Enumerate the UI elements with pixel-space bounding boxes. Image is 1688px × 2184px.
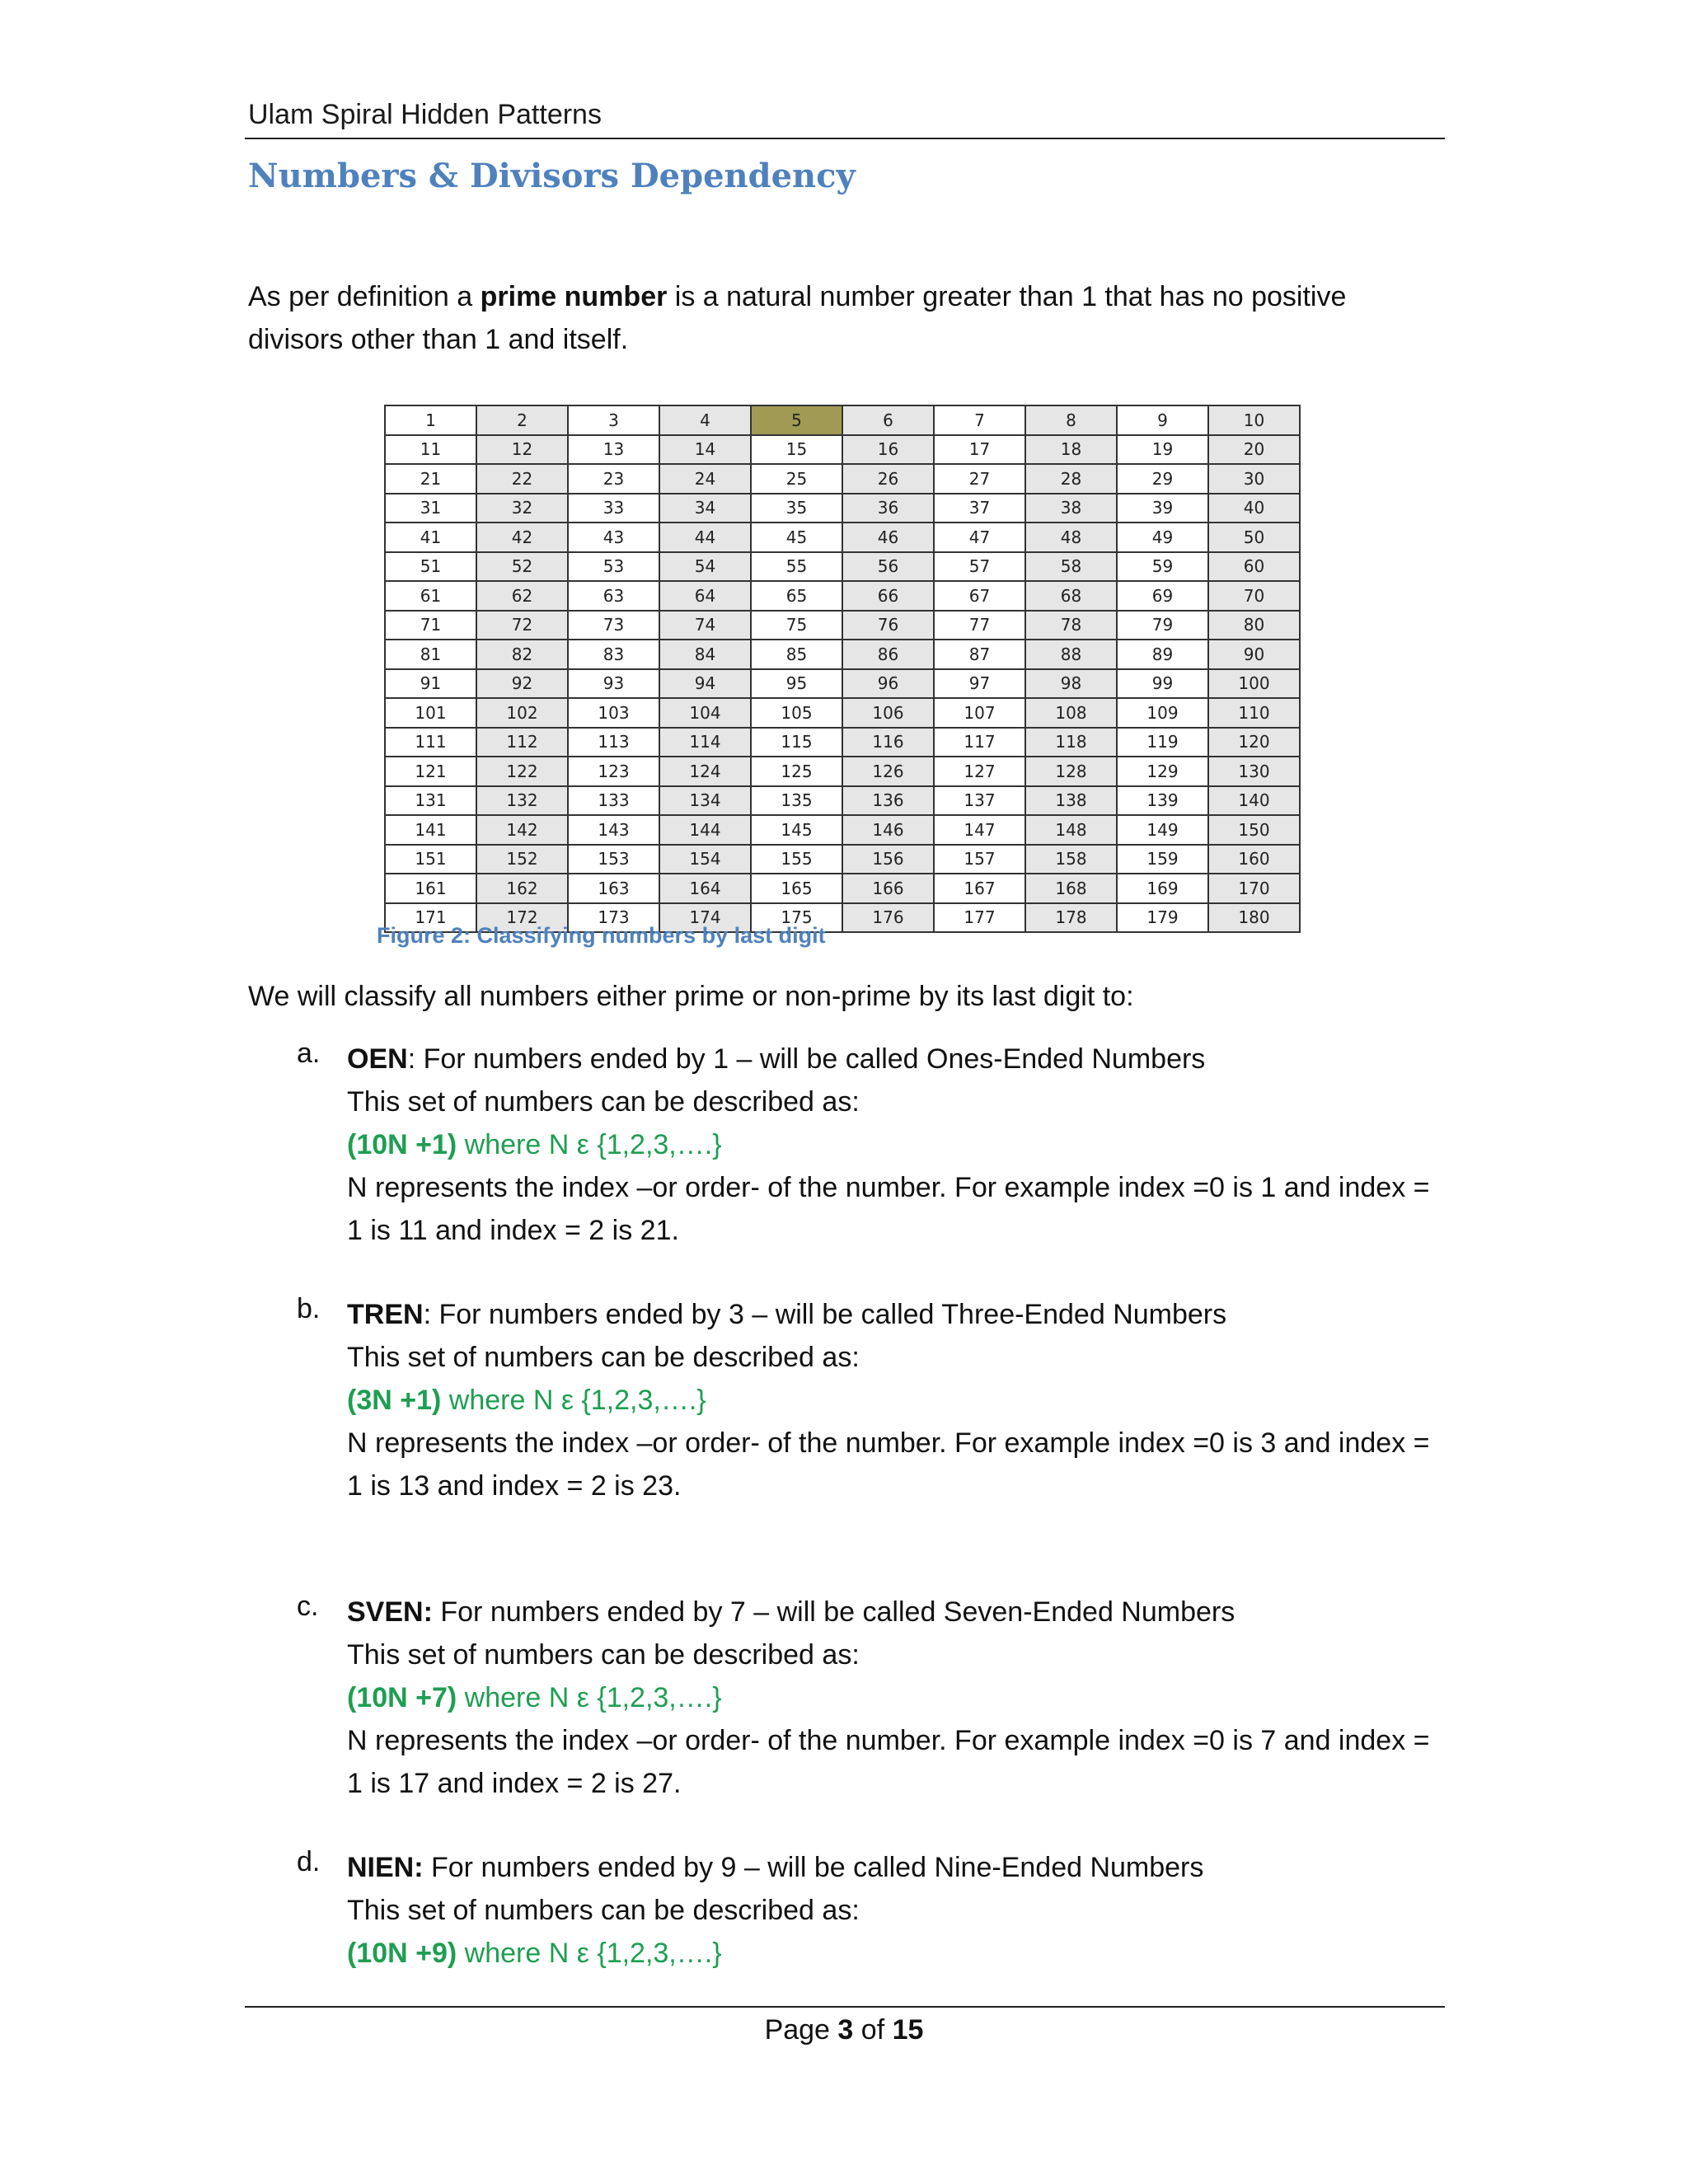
- formula-line: [347, 1676, 1435, 1719]
- grid-cell: 45: [751, 523, 842, 552]
- grid-cell: 31: [385, 494, 476, 523]
- formula: (10N +9): [347, 1938, 457, 1969]
- figure-caption: Figure 2: Classifying numbers by last digit: [377, 923, 826, 948]
- grid-cell: 64: [659, 581, 751, 611]
- term-label: SVEN:: [347, 1596, 433, 1628]
- footer-prefix: Page: [764, 2014, 838, 2046]
- grid-cell: 48: [1025, 523, 1117, 552]
- grid-row: [385, 669, 1300, 699]
- grid-cell: 119: [1117, 728, 1208, 757]
- grid-cell: 15: [751, 435, 842, 465]
- grid-cell: 151: [385, 845, 476, 874]
- grid-cell: 35: [751, 494, 842, 523]
- grid-cell: 145: [751, 815, 842, 845]
- grid-cell: 49: [1117, 523, 1208, 552]
- grid-cell: 169: [1117, 874, 1208, 903]
- grid-cell: 107: [934, 698, 1025, 728]
- grid-cell: 127: [934, 757, 1025, 786]
- grid-cell: 66: [842, 581, 934, 611]
- grid-cell: 11: [385, 435, 476, 465]
- grid-cell: 143: [568, 815, 659, 845]
- grid-cell: 135: [751, 786, 842, 816]
- grid-cell: 22: [476, 464, 568, 494]
- grid-cell: 47: [934, 523, 1025, 552]
- grid-cell: 154: [659, 845, 751, 874]
- term-description: For numbers ended by 9 – will be called Nine-Ended Numbers: [423, 1852, 1204, 1883]
- grid-cell: 139: [1117, 786, 1208, 816]
- grid-cell: 67: [934, 581, 1025, 611]
- grid-cell: 105: [751, 698, 842, 728]
- formula-line: [347, 1123, 1435, 1166]
- grid-cell: 144: [659, 815, 751, 845]
- grid-cell: 165: [751, 874, 842, 903]
- grid-cell: 113: [568, 728, 659, 757]
- set-description-line: This set of numbers can be described as:: [347, 1639, 860, 1671]
- grid-cell: 13: [568, 435, 659, 465]
- grid-cell: 137: [934, 786, 1025, 816]
- grid-cell: 97: [934, 669, 1025, 699]
- grid-cell: 150: [1208, 815, 1300, 845]
- grid-cell: 133: [568, 786, 659, 816]
- list-marker: a.: [297, 1038, 321, 1069]
- grid-cell: 28: [1025, 464, 1117, 494]
- total-page-count: 15: [892, 2014, 924, 2046]
- grid-cell: 131: [385, 786, 476, 816]
- grid-cell: 75: [751, 611, 842, 640]
- grid-cell: 2: [476, 405, 568, 435]
- grid-cell: 44: [659, 523, 751, 552]
- grid-cell: 16: [842, 435, 934, 465]
- grid-cell: 32: [476, 494, 568, 523]
- grid-cell: 176: [842, 903, 934, 933]
- grid-cell: 70: [1208, 581, 1300, 611]
- grid-cell: 24: [659, 464, 751, 494]
- grid-row: [385, 757, 1300, 786]
- grid-cell: 116: [842, 728, 934, 757]
- grid-cell: 27: [934, 464, 1025, 494]
- grid-cell: 71: [385, 611, 476, 640]
- grid-cell: 126: [842, 757, 934, 786]
- grid-cell: 42: [476, 523, 568, 552]
- grid-cell: 34: [659, 494, 751, 523]
- list-marker: c.: [297, 1591, 319, 1622]
- grid-cell: 53: [568, 552, 659, 582]
- grid-cell: 152: [476, 845, 568, 874]
- grid-cell: 129: [1117, 757, 1208, 786]
- grid-row: [385, 611, 1300, 640]
- index-explanation: N represents the index –or order- of the number. For example index =0 is 1 and index = 1 is 11 and index = 2 is 21.: [347, 1172, 1430, 1246]
- term-suffix: :: [407, 1043, 416, 1075]
- term-description: For numbers ended by 1 – will be called Ones-Ended Numbers: [415, 1043, 1206, 1075]
- grid-cell: 61: [385, 581, 476, 611]
- set-description-line: This set of numbers can be described as:: [347, 1342, 860, 1373]
- grid-cell: 37: [934, 494, 1025, 523]
- grid-cell: 112: [476, 728, 568, 757]
- grid-row: [385, 786, 1300, 816]
- grid-cell: 6: [842, 405, 934, 435]
- grid-cell: 91: [385, 669, 476, 699]
- term-label: OEN: [347, 1043, 408, 1075]
- grid-cell: 102: [476, 698, 568, 728]
- grid-row: [385, 640, 1300, 669]
- term-label: TREN: [347, 1299, 424, 1330]
- definition-bold-term: prime number: [480, 281, 668, 312]
- index-explanation: N represents the index –or order- of the number. For example index =0 is 7 and index = 1 is 17 and index = 2 is 27.: [347, 1725, 1430, 1799]
- grid-cell: 178: [1025, 903, 1117, 933]
- grid-row: [385, 698, 1300, 728]
- grid-cell: 76: [842, 611, 934, 640]
- grid-cell: 82: [476, 640, 568, 669]
- grid-row: [385, 405, 1300, 435]
- grid-row: [385, 464, 1300, 494]
- grid-cell: 153: [568, 845, 659, 874]
- grid-cell: 52: [476, 552, 568, 582]
- classification-intro: We will classify all numbers either prime or non-prime by its last digit to:: [248, 981, 1134, 1012]
- grid-cell: 38: [1025, 494, 1117, 523]
- grid-cell: 87: [934, 640, 1025, 669]
- term-description: For numbers ended by 7 – will be called Seven-Ended Numbers: [432, 1596, 1236, 1628]
- grid-cell: 161: [385, 874, 476, 903]
- grid-cell: 180: [1208, 903, 1300, 933]
- grid-cell: 164: [659, 874, 751, 903]
- grid-cell: 149: [1117, 815, 1208, 845]
- set-description-line: This set of numbers can be described as:: [347, 1895, 860, 1926]
- grid-cell: 130: [1208, 757, 1300, 786]
- grid-cell: 18: [1025, 435, 1117, 465]
- grid-cell: 40: [1208, 494, 1300, 523]
- grid-cell: 174: [659, 903, 751, 933]
- grid-cell: 12: [476, 435, 568, 465]
- grid-cell: 74: [659, 611, 751, 640]
- grid-cell: 89: [1117, 640, 1208, 669]
- grid-cell: 73: [568, 611, 659, 640]
- grid-cell: 99: [1117, 669, 1208, 699]
- grid-cell: 110: [1208, 698, 1300, 728]
- grid-cell: 78: [1025, 611, 1117, 640]
- grid-cell: 20: [1208, 435, 1300, 465]
- grid-cell: 175: [751, 903, 842, 933]
- grid-cell: 46: [842, 523, 934, 552]
- grid-cell: 140: [1208, 786, 1300, 816]
- grid-cell: 141: [385, 815, 476, 845]
- grid-cell: 177: [934, 903, 1025, 933]
- grid-row: [385, 523, 1300, 552]
- grid-cell: 159: [1117, 845, 1208, 874]
- grid-cell: 98: [1025, 669, 1117, 699]
- grid-cell: 138: [1025, 786, 1117, 816]
- grid-cell: 84: [659, 640, 751, 669]
- term-label: NIEN:: [347, 1852, 424, 1883]
- grid-cell: 21: [385, 464, 476, 494]
- grid-cell: 179: [1117, 903, 1208, 933]
- grid-cell: 173: [568, 903, 659, 933]
- grid-row: [385, 815, 1300, 845]
- grid-cell: 114: [659, 728, 751, 757]
- grid-cell: 111: [385, 728, 476, 757]
- section-heading: Numbers & Divisors Dependency: [248, 157, 856, 195]
- grid-cell: 4: [659, 405, 751, 435]
- grid-cell: 63: [568, 581, 659, 611]
- grid-cell: 57: [934, 552, 1025, 582]
- grid-row: [385, 552, 1300, 582]
- formula: (10N +7): [347, 1682, 457, 1713]
- grid-cell: 109: [1117, 698, 1208, 728]
- formula-domain: where N ε {1,2,3,….}: [441, 1385, 706, 1416]
- grid-cell: 148: [1025, 815, 1117, 845]
- grid-row: [385, 581, 1300, 611]
- running-header: Ulam Spiral Hidden Patterns: [248, 99, 602, 130]
- grid-cell: 41: [385, 523, 476, 552]
- formula: (3N +1): [347, 1385, 442, 1416]
- grid-cell: 43: [568, 523, 659, 552]
- grid-cell: 124: [659, 757, 751, 786]
- grid-row: [385, 435, 1300, 465]
- grid-cell: 101: [385, 698, 476, 728]
- definition-paragraph: [248, 275, 1418, 361]
- grid-cell: 134: [659, 786, 751, 816]
- list-marker: d.: [297, 1846, 321, 1877]
- grid-cell: 8: [1025, 405, 1117, 435]
- formula: (10N +1): [347, 1129, 457, 1160]
- grid-row: [385, 874, 1300, 903]
- grid-cell: 83: [568, 640, 659, 669]
- grid-cell: 167: [934, 874, 1025, 903]
- grid-cell: 7: [934, 405, 1025, 435]
- grid-cell: 77: [934, 611, 1025, 640]
- formula-line: [347, 1379, 1435, 1422]
- current-page-number: 3: [837, 2014, 854, 2046]
- grid-cell: 33: [568, 494, 659, 523]
- grid-cell: 172: [476, 903, 568, 933]
- grid-cell: 39: [1117, 494, 1208, 523]
- grid-cell: 123: [568, 757, 659, 786]
- grid-cell: 96: [842, 669, 934, 699]
- grid-cell: 54: [659, 552, 751, 582]
- grid-cell: 120: [1208, 728, 1300, 757]
- grid-cell: 50: [1208, 523, 1300, 552]
- grid-cell: 162: [476, 874, 568, 903]
- definition-text-start: As per definition a: [248, 281, 481, 312]
- grid-cell: 118: [1025, 728, 1117, 757]
- grid-cell: 132: [476, 786, 568, 816]
- header-rule: [245, 138, 1445, 139]
- grid-cell: 158: [1025, 845, 1117, 874]
- grid-cell: 51: [385, 552, 476, 582]
- term-description: For numbers ended by 3 – will be called Three-Ended Numbers: [431, 1299, 1227, 1330]
- grid-cell: 58: [1025, 552, 1117, 582]
- grid-cell: 121: [385, 757, 476, 786]
- index-explanation: N represents the index –or order- of the number. For example index =0 is 3 and index = 1 is 13 and index = 2 is 23.: [347, 1427, 1430, 1502]
- grid-cell: 95: [751, 669, 842, 699]
- grid-cell: 17: [934, 435, 1025, 465]
- grid-cell: 86: [842, 640, 934, 669]
- grid-cell: 155: [751, 845, 842, 874]
- formula-domain: where N ε {1,2,3,….}: [457, 1129, 722, 1160]
- numbers-grid-figure: [384, 405, 1301, 933]
- grid-cell: 104: [659, 698, 751, 728]
- grid-cell: 19: [1117, 435, 1208, 465]
- grid-row: [385, 494, 1300, 523]
- grid-cell: 9: [1117, 405, 1208, 435]
- grid-cell: 170: [1208, 874, 1300, 903]
- grid-cell: 62: [476, 581, 568, 611]
- page-footer: [0, 2014, 1688, 2046]
- footer-of: of: [853, 2014, 893, 2046]
- grid-cell: 117: [934, 728, 1025, 757]
- grid-cell: 103: [568, 698, 659, 728]
- grid-cell: 55: [751, 552, 842, 582]
- grid-cell: 157: [934, 845, 1025, 874]
- grid-cell: 23: [568, 464, 659, 494]
- grid-cell: 128: [1025, 757, 1117, 786]
- list-marker: b.: [297, 1293, 321, 1324]
- definition-text-end: is a natural number greater than 1 that has no positive divisors other than 1 and itself.: [248, 281, 1347, 355]
- term-suffix: :: [423, 1299, 432, 1330]
- grid-cell: 30: [1208, 464, 1300, 494]
- grid-cell: 92: [476, 669, 568, 699]
- grid-cell: 88: [1025, 640, 1117, 669]
- grid-cell: 156: [842, 845, 934, 874]
- footer-rule: [245, 2006, 1445, 2008]
- grid-cell: 94: [659, 669, 751, 699]
- grid-cell: 147: [934, 815, 1025, 845]
- grid-cell: 68: [1025, 581, 1117, 611]
- grid-cell: 136: [842, 786, 934, 816]
- grid-cell: 56: [842, 552, 934, 582]
- grid-cell: 171: [385, 903, 476, 933]
- grid-cell: 72: [476, 611, 568, 640]
- grid-cell: 69: [1117, 581, 1208, 611]
- grid-cell: 60: [1208, 552, 1300, 582]
- grid-cell: 79: [1117, 611, 1208, 640]
- grid-cell: 100: [1208, 669, 1300, 699]
- grid-cell: 36: [842, 494, 934, 523]
- grid-row: [385, 728, 1300, 757]
- grid-cell: 85: [751, 640, 842, 669]
- grid-cell: 108: [1025, 698, 1117, 728]
- grid-cell: 125: [751, 757, 842, 786]
- formula-domain: where N ε {1,2,3,….}: [457, 1938, 722, 1969]
- grid-cell: 80: [1208, 611, 1300, 640]
- grid-cell: 14: [659, 435, 751, 465]
- grid-cell: 163: [568, 874, 659, 903]
- grid-cell: 3: [568, 405, 659, 435]
- grid-cell: 26: [842, 464, 934, 494]
- grid-cell: 93: [568, 669, 659, 699]
- grid-row: [385, 845, 1300, 874]
- grid-cell: 1: [385, 405, 476, 435]
- grid-cell: 122: [476, 757, 568, 786]
- grid-cell: 59: [1117, 552, 1208, 582]
- grid-cell: 166: [842, 874, 934, 903]
- grid-cell: 65: [751, 581, 842, 611]
- grid-cell: 168: [1025, 874, 1117, 903]
- grid-cell: 5: [751, 405, 842, 435]
- grid-cell: 25: [751, 464, 842, 494]
- grid-cell: 146: [842, 815, 934, 845]
- grid-cell: 115: [751, 728, 842, 757]
- set-description-line: This set of numbers can be described as:: [347, 1086, 860, 1118]
- grid-cell: 106: [842, 698, 934, 728]
- grid-cell: 142: [476, 815, 568, 845]
- grid-cell: 81: [385, 640, 476, 669]
- grid-cell: 160: [1208, 845, 1300, 874]
- grid-cell: 10: [1208, 405, 1300, 435]
- formula-line: [347, 1932, 1435, 1975]
- grid-cell: 29: [1117, 464, 1208, 494]
- grid-cell: 90: [1208, 640, 1300, 669]
- formula-domain: where N ε {1,2,3,….}: [457, 1682, 722, 1713]
